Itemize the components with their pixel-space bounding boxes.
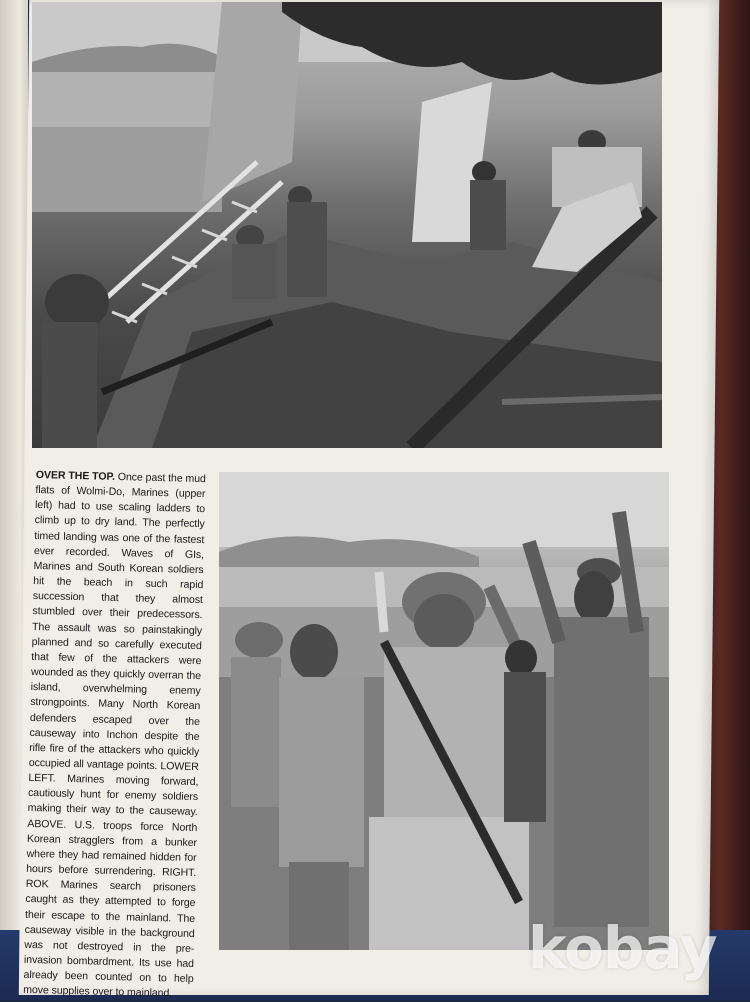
photo-marines-scaling-ladders-art	[32, 2, 662, 448]
photo-caption	[23, 468, 206, 1002]
kobay-watermark: kobay	[528, 914, 717, 982]
photo-rok-marines-search-prisoners	[219, 472, 669, 950]
caption-lead: OVER THE TOP.	[35, 468, 118, 483]
caption-body: Once past the mud flats of Wolmi-Do, Marines (upper left) had to use scaling ladders to climb up to dry land. The perfectly timed landing was one of the fastest ever recorded. Waves of GIs, Marines and South Korean soldiers hit the beach in such rapid succession that they almost stumbled over their predecessors. The assault was so painstakingly planned and so carefully executed that few of the attackers were wounded as they quickly overran the island, overwhelming enemy strongpoints. Many North Korean defenders escaped over the causeway into Inchon despite the rifle fire of the attackers who quickly occupied all vantage points. LOWER LEFT. Marines moving forward, cautiously hunt for enemy soldiers making their way to the causeway. ABOVE. U.S. troops force North Korean stragglers from a bunker where they had remained hidden for hours before surrendering. RIGHT. ROK Marines search prisoners caught as they attempted to forge their escape to the mainland. The causeway visible in the background was not destroyed in the pre-invasion bombardment. Its use had already been counted on to help move supplies over to mainland.	[23, 471, 206, 1000]
photo-marines-scaling-ladders	[32, 2, 662, 448]
photo-rok-marines-search-prisoners-art	[219, 472, 669, 950]
